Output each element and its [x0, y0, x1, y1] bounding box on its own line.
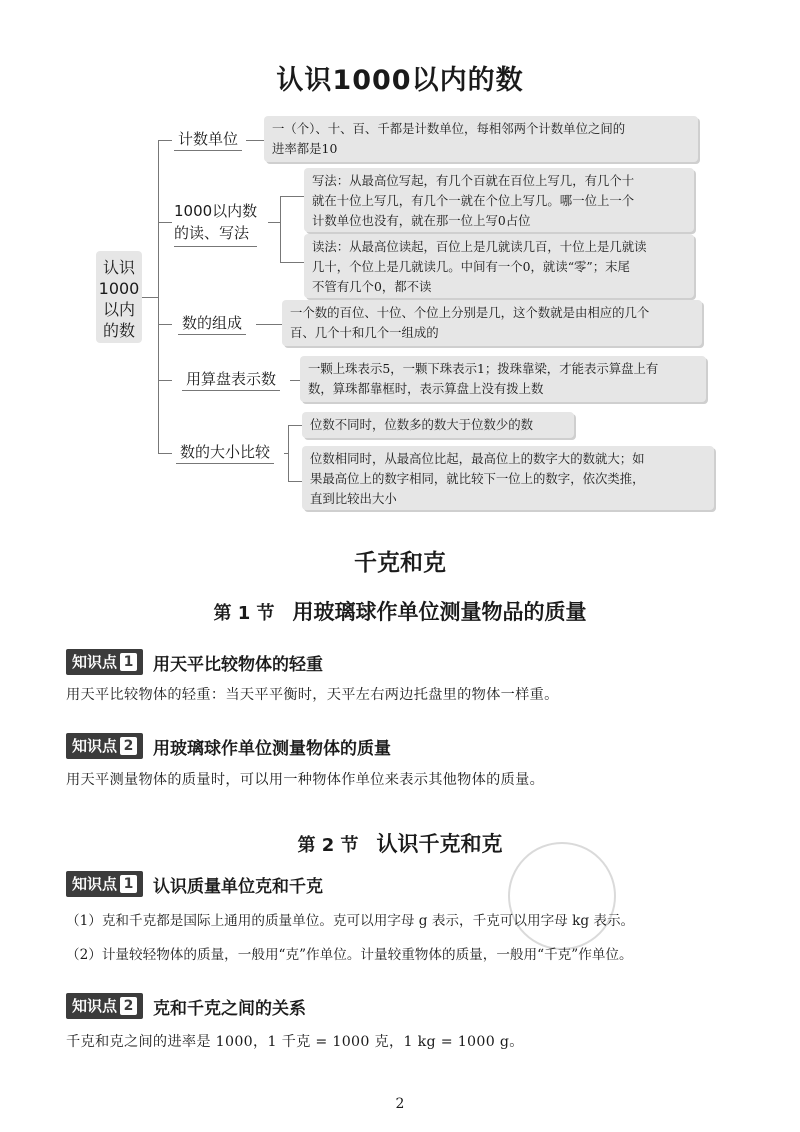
section-title: 认识千克和克 [376, 832, 503, 856]
note-writing [304, 168, 694, 232]
knowledge-point-title: 认识质量单位克和千克 [153, 876, 324, 897]
knowledge-point-badge [66, 649, 143, 675]
note-line: 一个数的百位、十位、个位上分别是几，这个数就是由相应的几个 [290, 305, 650, 320]
connector [158, 140, 159, 453]
note-line: 写法：从最高位写起，有几个百就在百位上写几，有几个十 [312, 173, 635, 188]
badge-label: 知识点 [72, 875, 118, 893]
connector [158, 324, 172, 325]
note-line: 就在十位上写几，有几个一就在个位上写几。哪一位上一个 [312, 193, 635, 208]
connector [158, 140, 172, 141]
knowledge-point [66, 870, 323, 898]
branch-read-write [174, 200, 257, 247]
note-comparison-diff [302, 412, 574, 438]
root-line: 认识 [102, 258, 135, 277]
note-line: 位数不同时，位数多的数大于位数少的数 [310, 417, 534, 432]
connector [158, 380, 172, 381]
branch-abacus: 用算盘表示数 [182, 368, 280, 390]
note-comparison-same [302, 446, 714, 510]
connector [246, 140, 264, 141]
paragraph: （1）克和千克都是国际上通用的质量单位。克可以用字母 g 表示，千克可以用字母 kg 表示。 [66, 913, 635, 929]
section-number: 第 2 节 [297, 835, 359, 856]
badge-number: 2 [120, 737, 137, 755]
branch-label-line: 1000以内数 [174, 202, 258, 220]
note-line: 不管有几个0，都不读 [312, 279, 432, 294]
watermark-stamp [508, 842, 616, 950]
connector [158, 453, 172, 454]
knowledge-point [66, 732, 391, 760]
note-line: 百、几个十和几个一组成的 [290, 325, 439, 340]
note-line: 数，算珠都靠框时，表示算盘上没有拨上数 [308, 381, 544, 396]
note-line: 进率都是10 [272, 141, 338, 156]
branch-counting-units: 计数单位 [174, 128, 242, 150]
connector [290, 380, 300, 381]
section-heading [0, 596, 800, 626]
page-number: 2 [395, 1096, 405, 1112]
connector [280, 196, 304, 197]
connector [288, 425, 302, 426]
note-line: 位数相同时，从最高位比起，最高位上的数字大的数就大；如 [310, 451, 645, 466]
branch-label-line: 的读、写法 [174, 224, 250, 242]
section-heading [0, 828, 800, 858]
note-line: 果最高位上的数字相同，就比较下一位上的数字，依次类推， [310, 471, 645, 486]
note-composition [282, 300, 702, 346]
connector [158, 222, 172, 223]
knowledge-point-badge [66, 733, 143, 759]
paragraph: 用天平测量物体的质量时，可以用一种物体作单位来表示其他物体的质量。 [66, 772, 545, 788]
note-line: 直到比较出大小 [310, 491, 397, 506]
knowledge-point-badge [66, 871, 143, 897]
connector [280, 262, 304, 263]
root-line: 以内 [102, 300, 135, 319]
connector [288, 481, 302, 482]
note-line: 几十，个位上是几就读几。中间有一个0，就读“零”；末尾 [312, 259, 630, 274]
badge-number: 2 [120, 997, 137, 1015]
section-title: 用玻璃球作单位测量物品的质量 [292, 600, 587, 624]
connector [256, 324, 282, 325]
note-line: 读法：从最高位读起，百位上是几就读几百，十位上是几就读 [312, 239, 647, 254]
paragraph: （2）计量较轻物体的质量，一般用“克”作单位。计量较重物体的质量，一般用“千克”作单位。 [66, 947, 633, 963]
badge-number: 1 [120, 653, 137, 671]
badge-number: 1 [120, 875, 137, 893]
connector [142, 297, 158, 298]
knowledge-point [66, 992, 306, 1020]
mindmap-title: 认识1000以内的数 [276, 65, 524, 96]
note-reading [304, 234, 694, 298]
badge-label: 知识点 [72, 997, 118, 1015]
knowledge-point-title: 用玻璃球作单位测量物体的质量 [153, 738, 392, 759]
knowledge-point-title: 克和千克之间的关系 [153, 998, 307, 1019]
badge-label: 知识点 [72, 653, 118, 671]
note-line: 一（个）、十、百、千都是计数单位，每相邻两个计数单位之间的 [272, 121, 626, 136]
branch-comparison: 数的大小比较 [176, 441, 274, 463]
connector [288, 425, 289, 481]
section-number: 第 1 节 [213, 603, 275, 624]
connector [280, 196, 281, 262]
knowledge-point [66, 648, 323, 676]
paragraph: 用天平比较物体的轻重：当天平平衡时，天平左右两边托盘里的物体一样重。 [66, 687, 559, 703]
root-line: 的数 [102, 321, 135, 340]
paragraph: 千克和克之间的进率是 1000，1 千克 = 1000 克，1 kg = 1000 g。 [66, 1034, 524, 1050]
connector [268, 222, 280, 223]
note-counting-units [264, 116, 698, 162]
branch-composition: 数的组成 [178, 312, 246, 334]
note-line: 一颗上珠表示5，一颗下珠表示1；拨珠靠梁，才能表示算盘上有 [308, 361, 659, 376]
badge-label: 知识点 [72, 737, 118, 755]
chapter-title: 千克和克 [354, 550, 446, 576]
note-line: 计数单位也没有，就在那一位上写0占位 [312, 213, 531, 228]
knowledge-point-badge [66, 993, 143, 1019]
note-abacus [300, 356, 706, 402]
knowledge-point-title: 用天平比较物体的轻重 [153, 654, 324, 675]
mindmap-root [96, 251, 142, 343]
root-line: 1000 [98, 279, 140, 298]
